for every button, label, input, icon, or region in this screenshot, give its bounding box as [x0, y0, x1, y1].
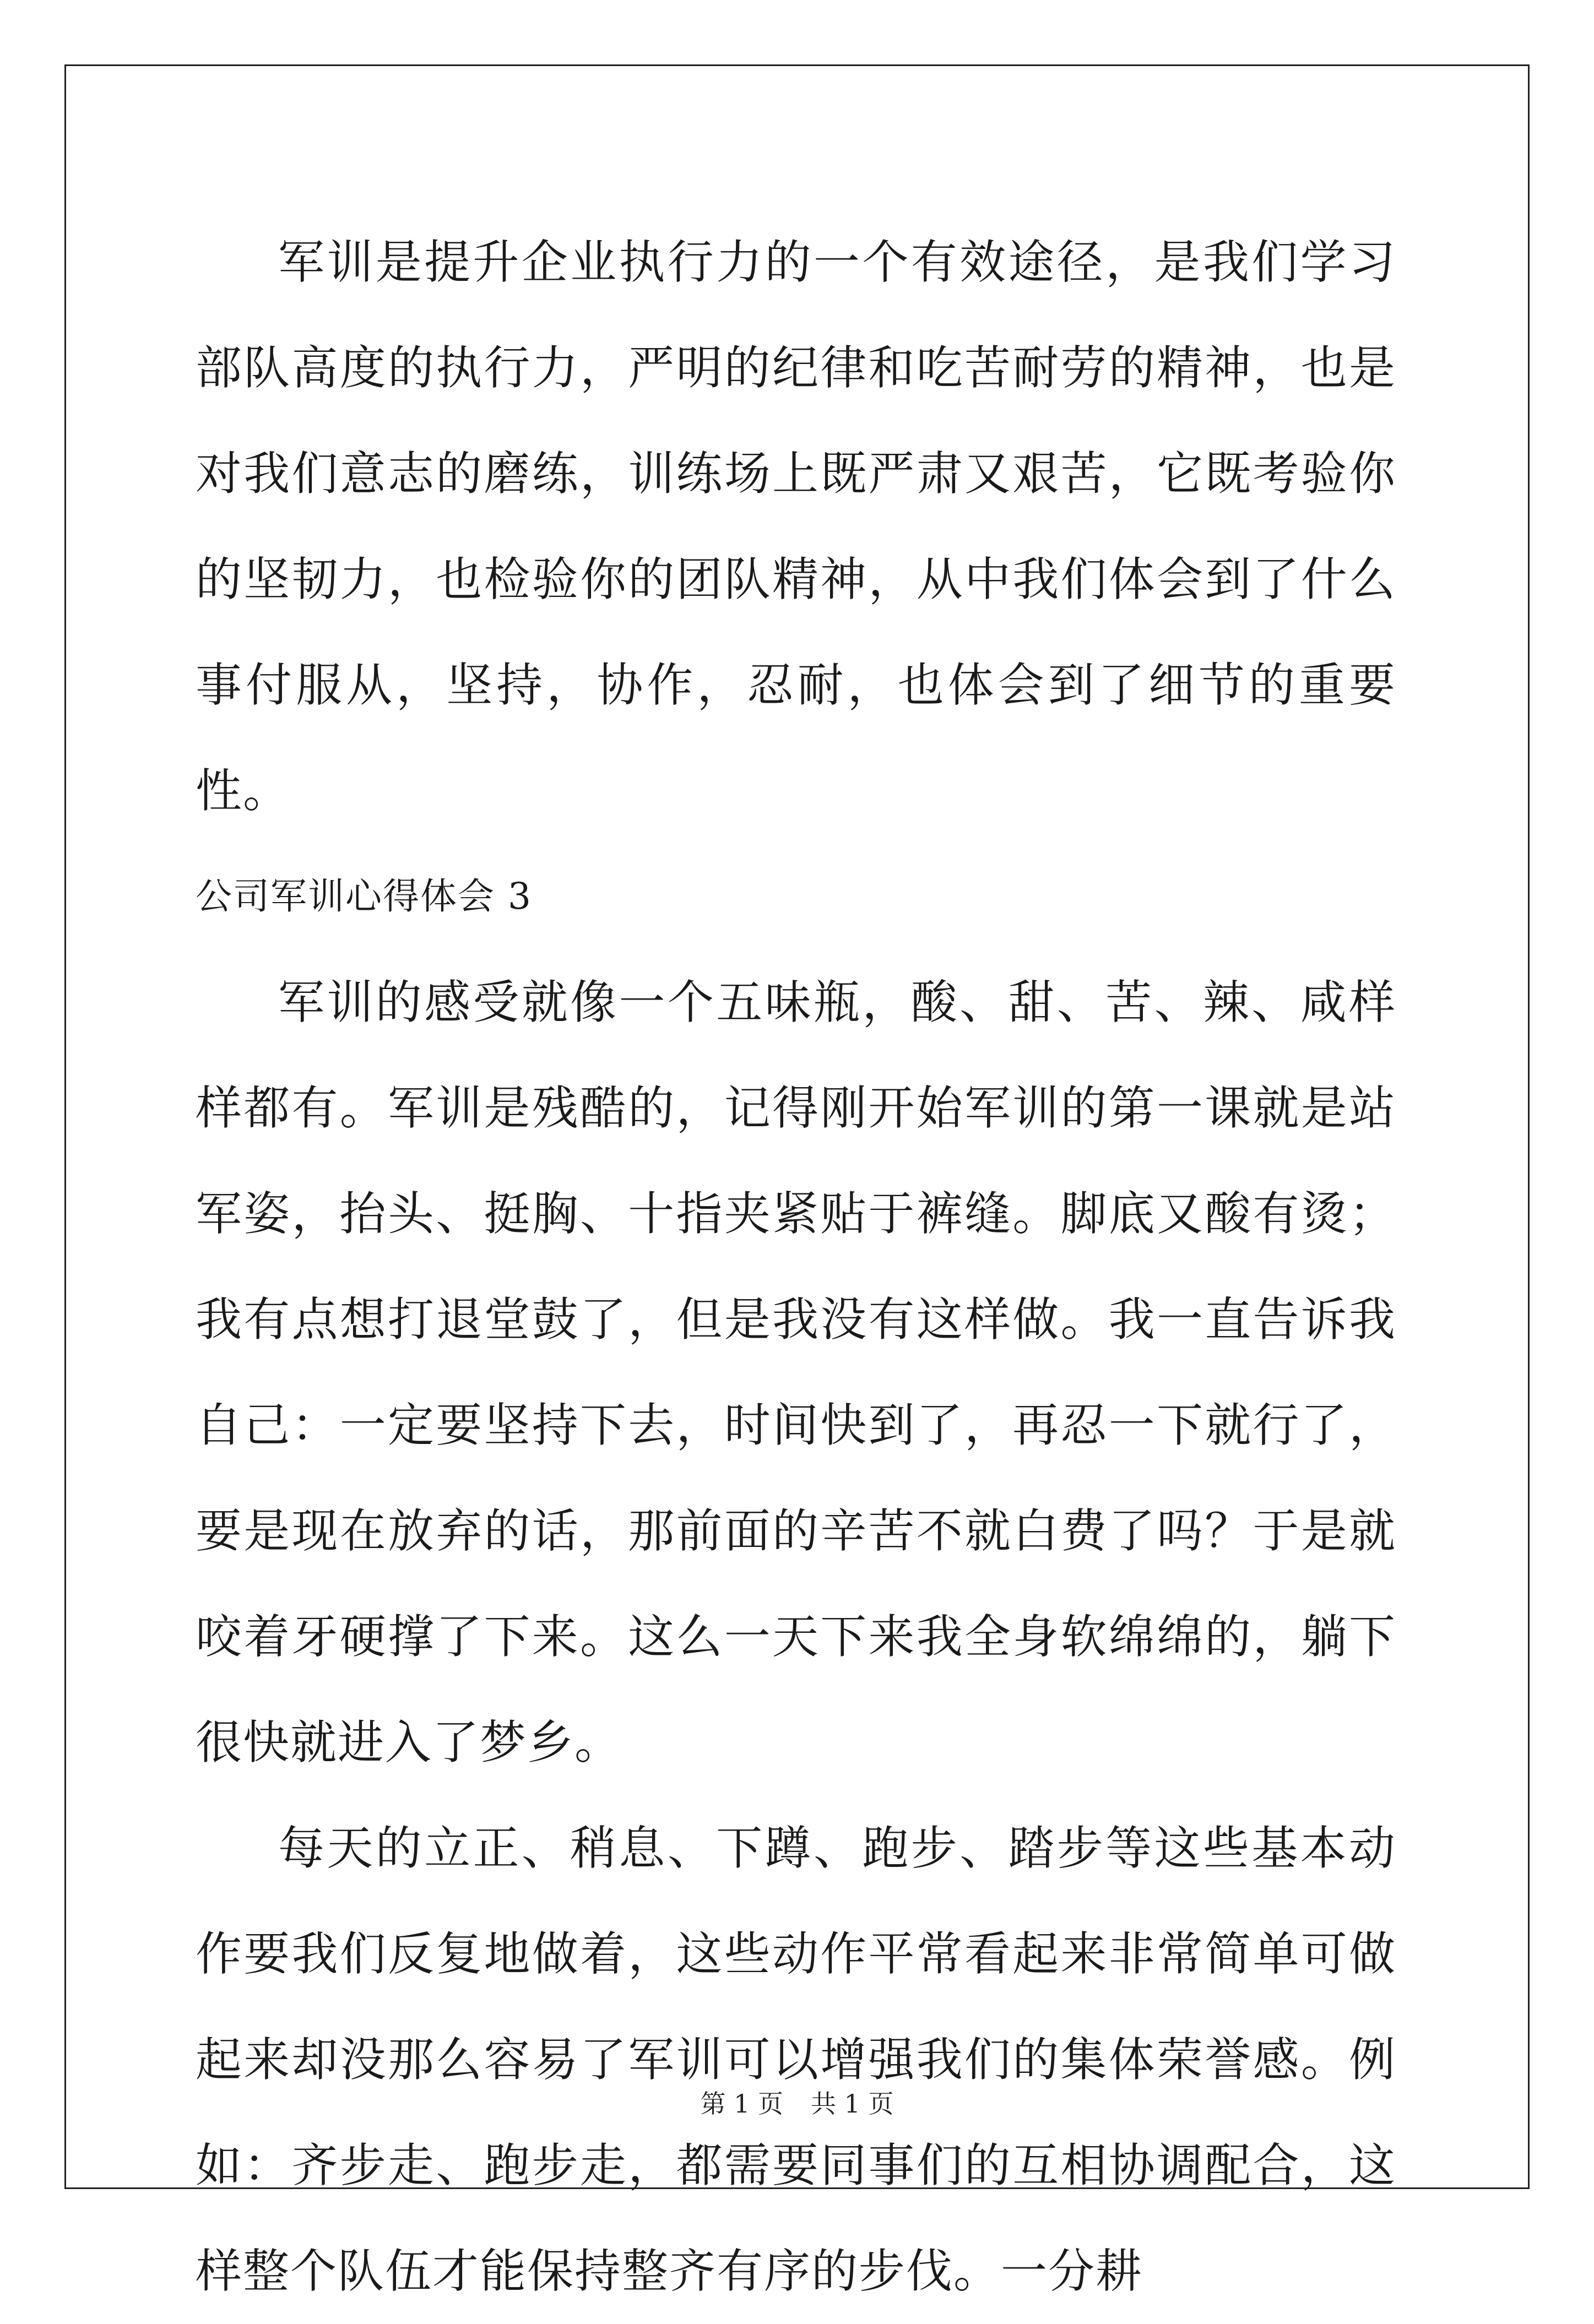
- document-body: [196, 209, 1396, 2324]
- section-heading: 公司军训心得体会 3: [196, 875, 532, 917]
- page-number: 第 1 页: [700, 2089, 783, 2119]
- page-total: 共 1 页: [811, 2089, 894, 2119]
- paragraph-1: 军训是提升企业执行力的一个有效途径，是我们学习部队高度的执行力，严明的纪律和吃苦耐劳的精神，也是对我们意志的磨练，训练场上既严肃又艰苦，它既考验你的坚韧力，也检验你的团队精神，从中我们体会到了什么事付服从，坚持，协作，忍耐，也体会到了细节的重要性。: [196, 235, 1396, 818]
- paragraph-3: 每天的立正、稍息、下蹲、跑步、踏步等这些基本动作要我们反复地做着，这些动作平常看起来非常简单可做起来却没那么容易了军训可以增强我们的集体荣誉感。例如：齐步走、跑步走，都需要同事们的互相协调配合，这样整个队伍才能保持整齐有序的步伐。一分耕: [196, 1821, 1396, 2298]
- paragraph-2: 军训的感受就像一个五味瓶，酸、甜、苦、辣、咸样样都有。军训是残酷的，记得刚开始军训的第一课就是站军姿，抬头、挺胸、十指夹紧贴于裤缝。脚底又酸有烫；我有点想打退堂鼓了，但是我没有这样做。我一直告诉我自己：一定要坚持下去，时间快到了，再忍一下就行了，要是现在放弃的话，那前面的辛苦不就白费了吗？于是就咬着牙硬撑了下来。这么一天下来我全身软绵绵的，躺下很快就进入了梦乡。: [196, 975, 1396, 1769]
- page-footer: [0, 2087, 1594, 2120]
